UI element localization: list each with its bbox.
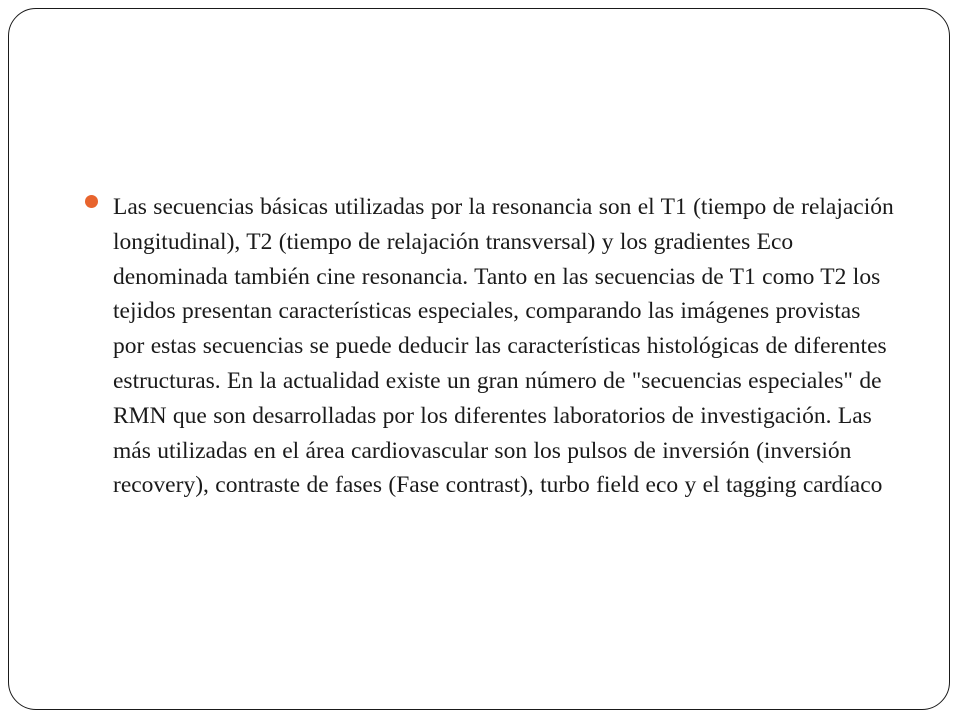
slide-frame bbox=[8, 8, 950, 710]
slide-content bbox=[85, 190, 895, 503]
bullet-item bbox=[85, 190, 895, 503]
bullet-text: Las secuencias básicas utilizadas por la resonancia son el T1 (tiempo de relajación longitudinal), T2 (tiempo de relajación transversal) y los gradientes Eco denominada también cine resonancia. Tanto en las secuencias de T1 como T2 los tejidos presentan características especiales, comparando las imágenes provistas por estas secuencias se puede deducir las características histológicas de diferentes estructuras. En la actualidad existe un gran número de "secuencias especiales" de RMN que son desarrolladas por los diferentes laboratorios de investigación. Las más utilizadas en el área cardiovascular son los pulsos de inversión (inversión recovery), contraste de fases (Fase contrast), turbo field eco y el tagging cardíaco bbox=[113, 194, 894, 499]
bullet-dot-icon bbox=[85, 195, 98, 208]
